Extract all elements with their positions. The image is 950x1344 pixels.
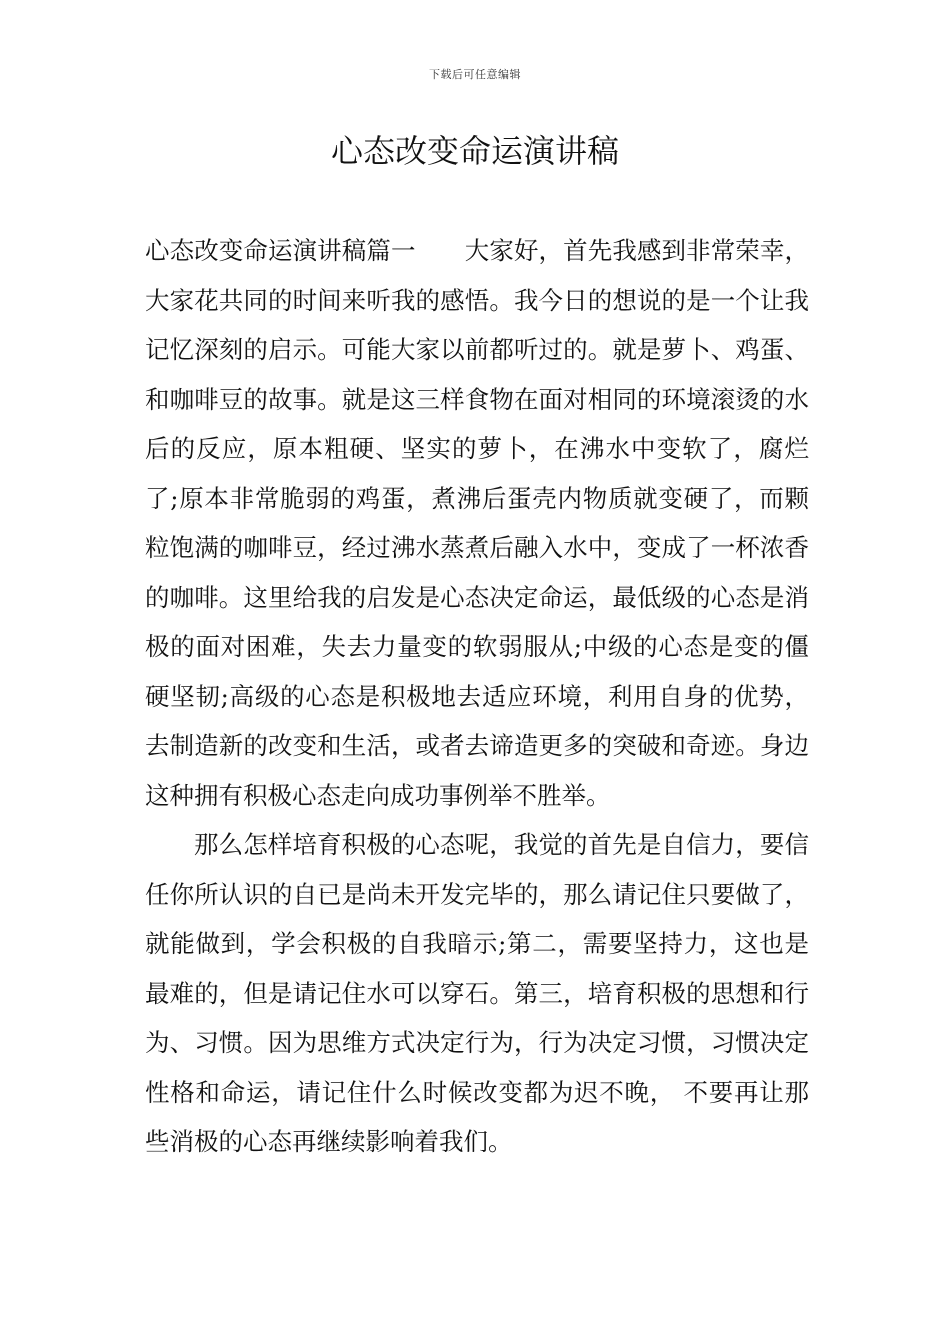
- paragraph-1: 心态改变命运演讲稿篇一 大家好，首先我感到非常荣幸，大家花共同的时间来听我的感悟。我今日的想说的是一个让我记忆深刻的启示。可能大家以前都听过的。就是萝卜、鸡蛋、和咖啡豆的故事。就是这三样食物在面对相同的环境滚烫的水后的反应，原本粗硬、坚实的萝卜，在沸水中变软了，腐烂了;原本非常脆弱的鸡蛋，煮沸后蛋壳内物质就变硬了，而颗粒饱满的咖啡豆，经过沸水蒸煮后融入水中，变成了一杯浓香的咖啡。这里给我的启发是心态决定命运，最低级的心态是消极的面对困难，失去力量变的软弱服从;中级的心态是变的僵硬坚韧;高级的心态是积极地去适应环境，利用自身的优势，去制造新的改变和生活，或者去谛造更多的突破和奇迹。身边这种拥有积极心态走向成功事例举不胜举。: [145, 236, 809, 810]
- paragraph-2: 那么怎样培育积极的心态呢，我觉的首先是自信力，要信任你所认识的自已是尚未开发完毕的，那么请记住只要做了，就能做到，学会积极的自我暗示;第二，需要坚持力，这也是最难的，但是请记住水可以穿石。第三，培育积极的思想和行为、习惯。因为思维方式决定行为，行为决定习惯，习惯决定性格和命运，请记住什么时候改变都为迟不晚， 不要再让那些消极的心态再继续影响着我们。: [145, 830, 809, 1156]
- document-body: [145, 226, 809, 1167]
- page-title: 心态改变命运演讲稿: [330, 132, 619, 170]
- header-note: 下载后可任意编辑: [429, 68, 521, 81]
